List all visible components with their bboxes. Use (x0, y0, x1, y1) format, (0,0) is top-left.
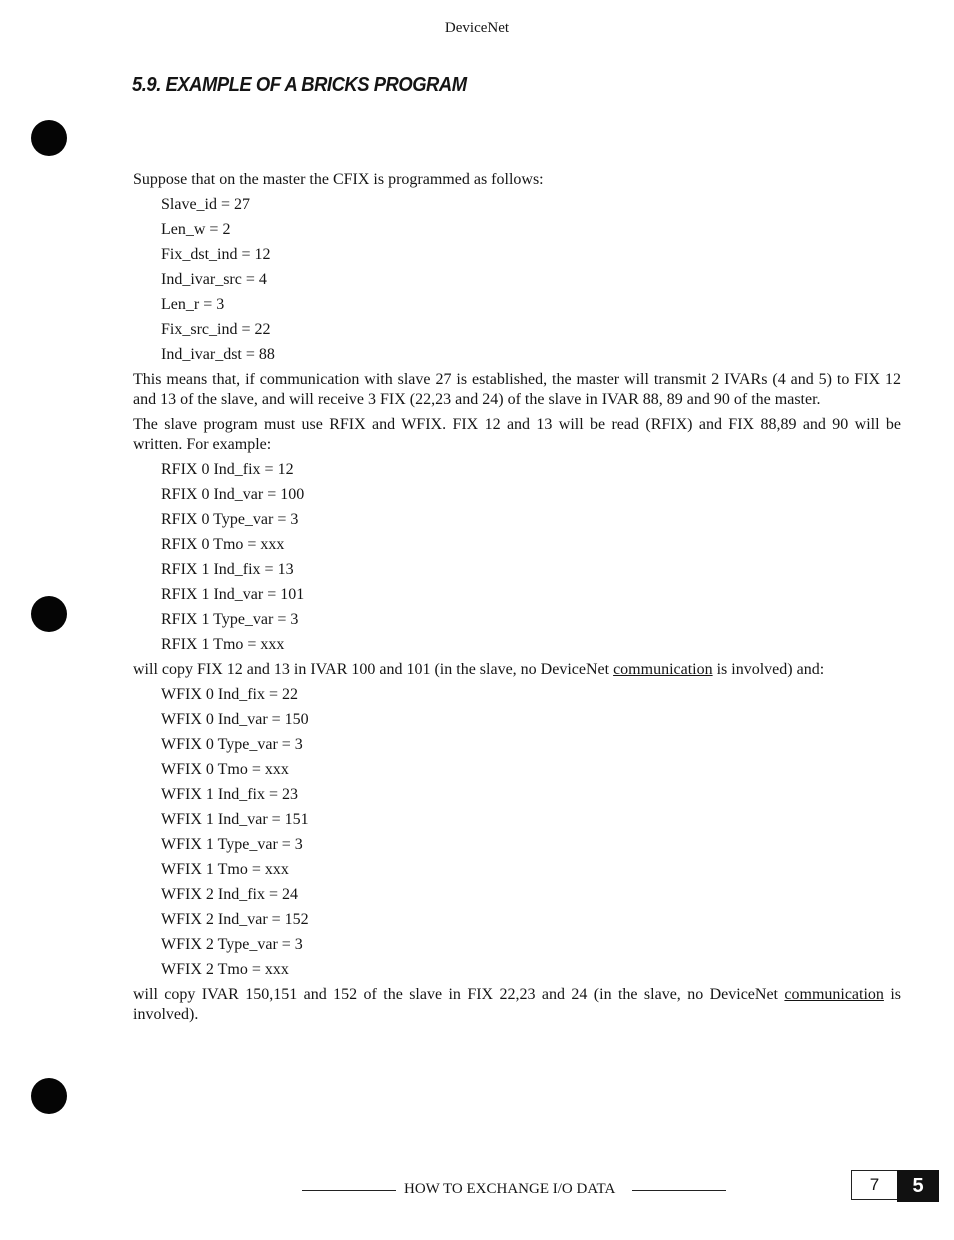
wfix-line: WFIX 1 Ind_var = 151 (161, 811, 309, 828)
rfix-line: RFIX 0 Ind_fix = 12 (161, 461, 294, 478)
wfix-line: WFIX 0 Ind_var = 150 (161, 711, 309, 728)
cfix-line: Ind_ivar_src = 4 (161, 271, 267, 288)
footer-rule-right (632, 1190, 726, 1191)
chapter-number: 5 (897, 1170, 939, 1202)
cfix-line: Fix_dst_ind = 12 (161, 246, 271, 263)
footer-rule-left (302, 1190, 396, 1191)
slave-program-paragraph: The slave program must use RFIX and WFIX. FIX 12 and 13 will be read (RFIX) and FIX 88,89 and 90 will be written. For example: (133, 416, 901, 453)
wfix-line: WFIX 0 Tmo = xxx (161, 761, 289, 778)
cfix-line: Slave_id = 27 (161, 196, 251, 213)
copy-text-before: will copy FIX 12 and 13 in IVAR 100 and 101 (in the slave, no DeviceNet (133, 661, 614, 678)
wfix-line: WFIX 0 Type_var = 3 (161, 736, 303, 753)
wfix-list (133, 685, 901, 980)
rfix-line: RFIX 0 Type_var = 3 (161, 511, 299, 528)
wfix-line: WFIX 1 Type_var = 3 (161, 836, 303, 853)
wfix-line: WFIX 2 Type_var = 3 (161, 936, 303, 953)
copy-text-after: is involved) and: (712, 661, 825, 678)
section-heading: 5.9. EXAMPLE OF A BRICKS PROGRAM (132, 74, 467, 96)
binder-hole (31, 596, 67, 632)
cfix-line: Len_r = 3 (161, 296, 225, 313)
intro-paragraph: Suppose that on the master the CFIX is programmed as follows: (133, 171, 544, 188)
copy-text-before: will copy IVAR 150,151 and 152 of the slave in FIX 22,23 and 24 (in the slave, no DeviceNet (133, 986, 785, 1003)
wfix-line: WFIX 2 Ind_fix = 24 (161, 886, 299, 903)
wfix-line: WFIX 1 Ind_fix = 23 (161, 786, 299, 803)
cfix-list (133, 195, 901, 365)
wfix-line: WFIX 2 Ind_var = 152 (161, 911, 309, 928)
rfix-line: RFIX 1 Type_var = 3 (161, 611, 299, 628)
binder-hole (31, 1078, 67, 1114)
page-indicator (851, 1170, 939, 1202)
rfix-line: RFIX 1 Tmo = xxx (161, 636, 285, 653)
cfix-line: Len_w = 2 (161, 221, 231, 238)
body-content (133, 170, 901, 1030)
wfix-line: WFIX 2 Tmo = xxx (161, 961, 289, 978)
rfix-list (133, 460, 901, 655)
rfix-line: RFIX 0 Ind_var = 100 (161, 486, 305, 503)
page-number: 7 (851, 1170, 897, 1200)
meaning-paragraph: This means that, if communication with slave 27 is established, the master will transmit 2 IVARs (4 and 5) to FIX 12 and 13 of the slave, and will receive 3 FIX (22,23 and 24) of the slave in IVAR 88, 89 and 90 of the master. (133, 371, 901, 408)
cfix-line: Ind_ivar_dst = 88 (161, 346, 275, 363)
copy-paragraph-wfix (133, 985, 901, 1025)
communication-link: communication (613, 661, 713, 678)
copy-paragraph-rfix (133, 660, 901, 680)
wfix-line: WFIX 0 Ind_fix = 22 (161, 686, 299, 703)
rfix-line: RFIX 0 Tmo = xxx (161, 536, 285, 553)
binder-hole (31, 120, 67, 156)
wfix-line: WFIX 1 Tmo = xxx (161, 861, 289, 878)
communication-link: communication (784, 986, 884, 1003)
rfix-line: RFIX 1 Ind_fix = 13 (161, 561, 294, 578)
footer-title: HOW TO EXCHANGE I/O DATA (404, 1181, 616, 1197)
rfix-line: RFIX 1 Ind_var = 101 (161, 586, 305, 603)
copy-text-after: is involved). (133, 986, 901, 1023)
cfix-line: Fix_src_ind = 22 (161, 321, 271, 338)
running-header: DeviceNet (444, 20, 510, 36)
